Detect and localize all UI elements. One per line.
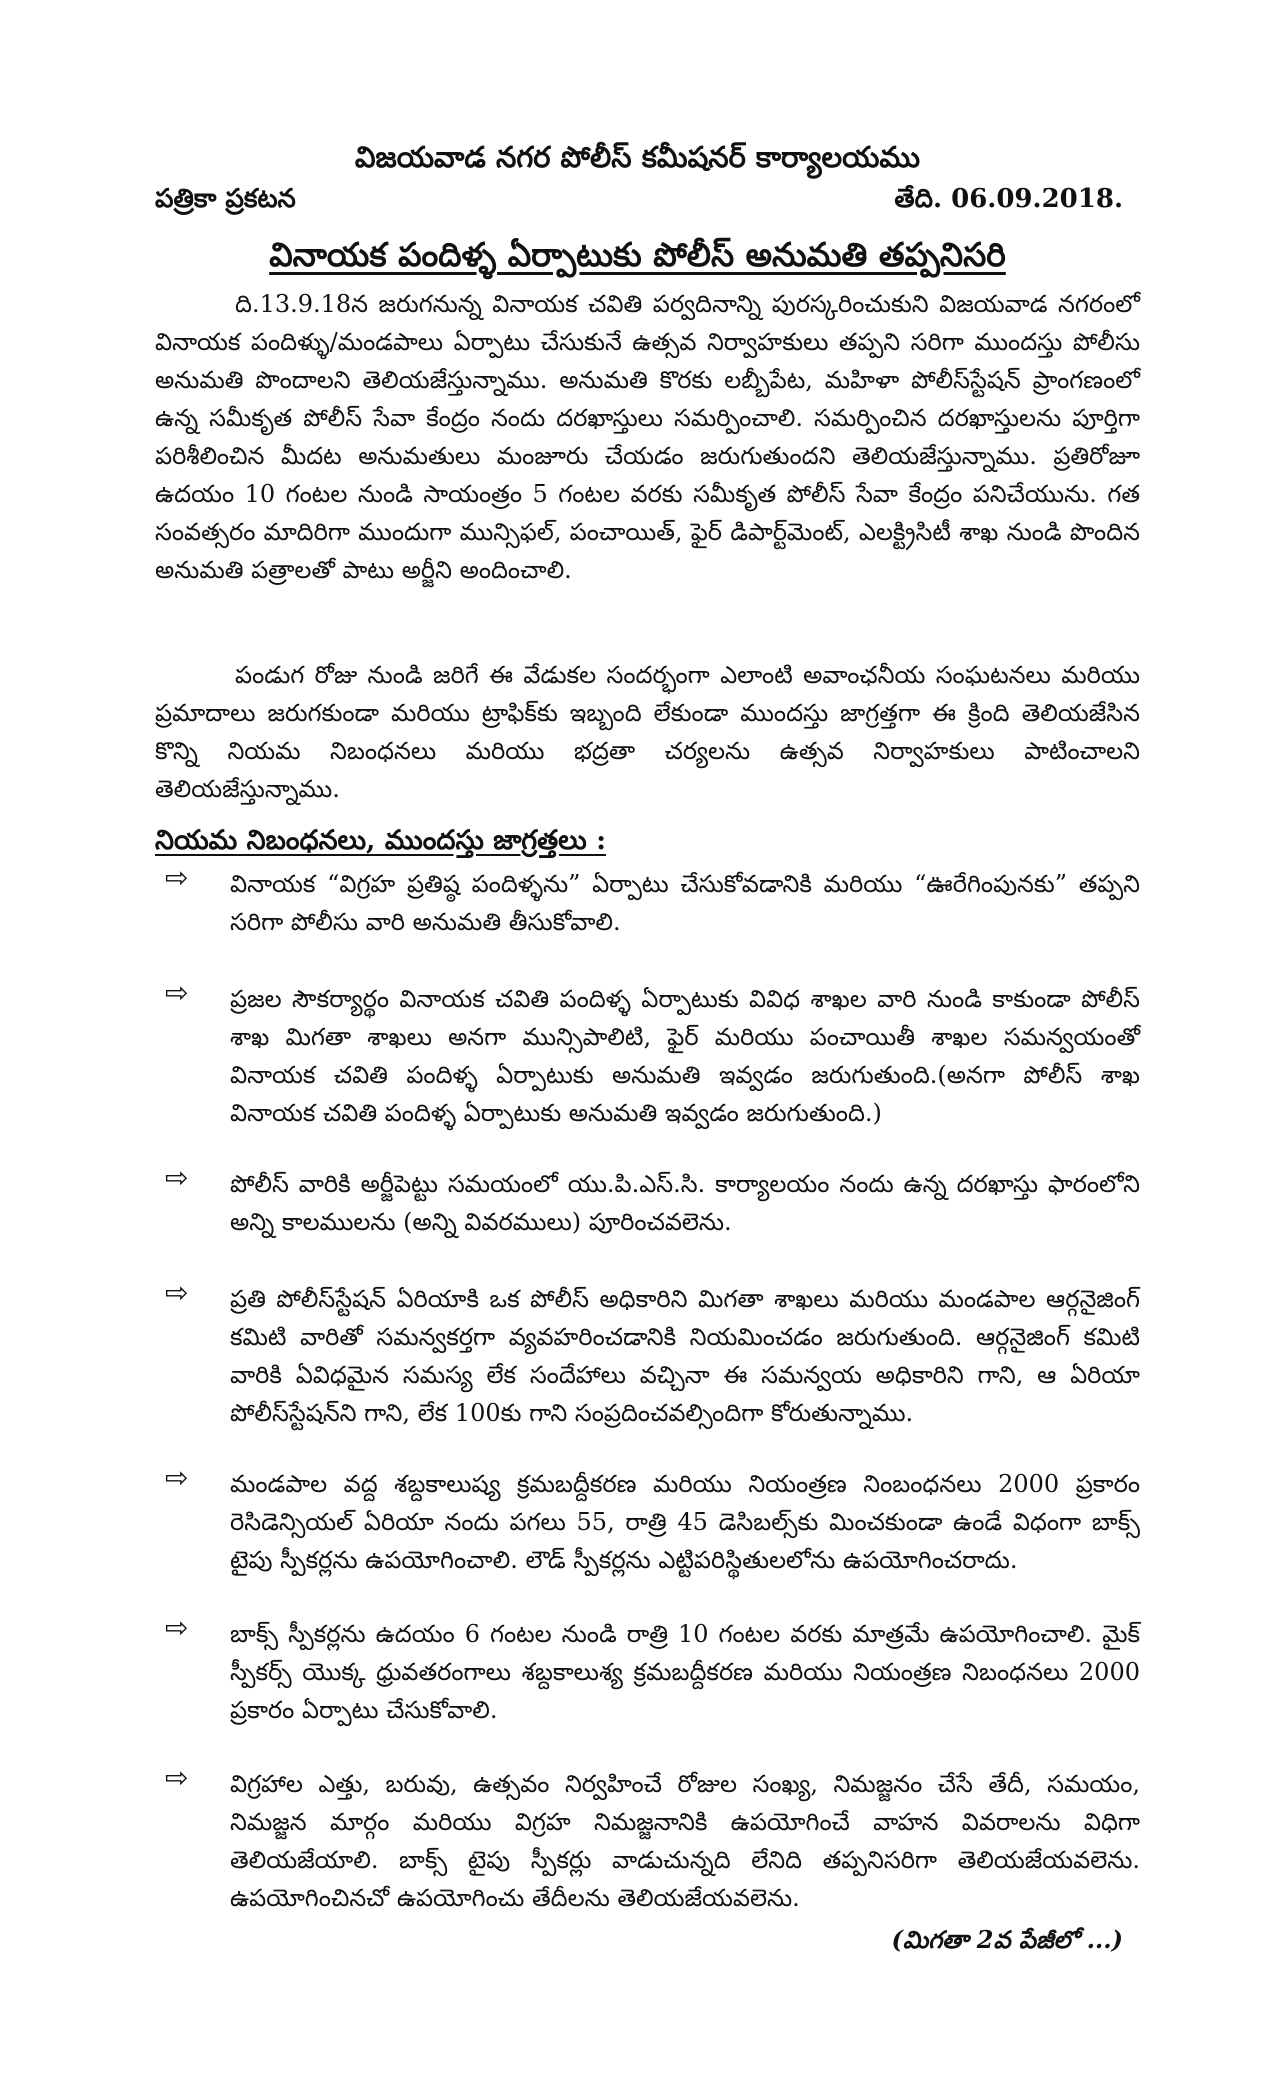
arrow-right-outline-icon: ⇨ [165, 1761, 189, 1794]
press-release-label: పత్రికా ప్రకటన [155, 184, 296, 214]
headline: వినాయక పందిళ్ళ ఏర్పాటుకు పోలీస్ అనుమతి తప్పనిసరి [269, 235, 1006, 274]
rule-item-text: ప్రజల సౌకర్యార్థం వినాయక చవితి పందిళ్ళ ఏర్పాటుకు వివిధ శాఖల వారి నుండి కాకుండా పోలీస్ శాఖ మిగతా శాఖలు అనగా మున్సిపాలిటి, ఫైర్ మరియు పంచాయితీ శాఖల సమన్వయంతో వినాయక చవితి పందిళ్ళ ఏర్పాటుకు అనుమతి ఇవ్వడం జరుగుతుంది.(అనగా పోలీస్ శాఖ వినాయక చవితి పందిళ్ళ ఏర్పాటుకు అనుమతి ఇవ్వడం జరుగుతుంది.) [230, 985, 1140, 1127]
body-paragraph-1-text: ది.13.9.18న జరుగనున్న వినాయక చవితి పర్వదినాన్ని పురస్కరించుకుని విజయవాడ నగరంలో వినాయక పందిళ్ళు/మండపాలు ఏర్పాటు చేసుకునే ఉత్సవ నిర్వాహకులు తప్పని సరిగా ముందస్తు పోలీసు అనుమతి పొందాలని తెలియజేస్తున్నాము. అనుమతి కొరకు లబ్బీపేట, మహిళా పోలీస్‌స్టేషన్ ప్రాంగణంలో ఉన్న సమీకృత పోలీస్ సేవా కేంద్రం నందు దరఖాస్తులు సమర్పించాలి. సమర్పించిన దరఖాస్తులను పూర్తిగా పరిశీలించిన మీదట అనుమతులు మంజూరు చేయడం జరుగుతుందని తెలియజేస్తున్నాము. ప్రతిరోజూ ఉదయం 10 గంటల నుండి సాయంత్రం 5 గంటల వరకు సమీకృత పోలీస్ సేవా కేంద్రం పనిచేయును. గత సంవత్సరం మాదిరిగా ముందుగా మున్సిఫల్, పంచాయిత్, ఫైర్ డిపార్ట్‌మెంట్, ఎలక్ట్రిసిటీ శాఖ నుండి పొందిన అనుమతి పత్రాలతో పాటు అర్జీని అందించాలి. [155, 290, 1140, 584]
arrow-right-outline-icon: ⇨ [165, 1161, 189, 1194]
rules-section-heading: నియమ నిబంధనలు, ముందస్తు జాగ్రత్తలు : [155, 825, 607, 856]
arrow-right-outline-icon: ⇨ [165, 1611, 189, 1644]
arrow-right-outline-icon: ⇨ [165, 1276, 189, 1309]
office-title: విజయవాడ నగర పోలీస్ కమీషనర్ కార్యాలయము [354, 140, 921, 174]
rule-item-text: పోలీస్ వారికి అర్జీపెట్టు సమయంలో యు.పి.ఎస్.సి. కార్యాలయం నందు ఉన్న దరఖాస్తు ఫారంలోని అన్ని కాలములను (అన్ని వివరములు) పూరించవలెను. [230, 1170, 1140, 1236]
body-paragraph-2-text: పండుగ రోజు నుండి జరిగే ఈ వేడుకల సందర్భంగా ఎలాంటి అవాంఛనీయ సంఘటనలు మరియు ప్రమాదాలు జరుగకుండా మరియు ట్రాఫిక్‌కు ఇబ్బంది లేకుండా ముందస్తు జాగ్రత్తగా ఈ క్రింది తెలియజేసిన కొన్ని నియమ నిబంధనలు మరియు భద్రతా చర్యలను ఉత్సవ నిర్వాహకులు పాటించాలని తెలియజేస్తున్నాము. [155, 661, 1140, 803]
rule-item-text: మండపాల వద్ద శబ్దకాలుష్య క్రమబద్దీకరణ మరియు నియంత్రణ నింబంధనలు 2000 ప్రకారం రెసిడెన్సియల్ ఏరియా నందు పగలు 55, రాత్రి 45 డెసిబల్స్‌కు మించకుండా ఉండే విధంగా బాక్స్ టైపు స్పీకర్లను ఉపయోగించాలి. లౌడ్ స్పీకర్లను ఎట్టిపరిస్థితులలోను ఉపయోగించరాదు. [230, 1470, 1140, 1574]
body-paragraph-2 [155, 656, 1140, 808]
arrow-right-outline-icon: ⇨ [165, 861, 189, 894]
continued-on-next-page-note: (మిగతా 2వ పేజీలో ...) [891, 1925, 1123, 1954]
release-date: తేది. 06.09.2018. [894, 184, 1123, 214]
rule-item-text: విగ్రహాల ఎత్తు, బరువు, ఉత్సవం నిర్వహించే రోజుల సంఖ్య, నిమజ్జనం చేసే తేదీ, సమయం, నిమజ్జన మార్గం మరియు విగ్రహ నిమజ్జనానికి ఉపయోగించే వాహన వివరాలను విధిగా తెలియజేయాలి. బాక్స్ టైపు స్పీకర్లు వాడుచున్నది లేనిది తప్పనిసరిగా తెలియజేయవలెను. ఉపయోగించినచో ఉపయోగించు తేదీలను తెలియజేయవలెను. [230, 1770, 1140, 1912]
rule-item-text: వినాయక “విగ్రహ ప్రతిష్ఠ పందిళ్ళను” ఏర్పాటు చేసుకోవడానికి మరియు “ఊరేగింపునకు” తప్పని సరిగా పోలీసు వారి అనుమతి తీసుకోవాలి. [230, 870, 1140, 936]
arrow-right-outline-icon: ⇨ [165, 1461, 189, 1494]
rule-item-text: బాక్స్ స్పీకర్లను ఉదయం 6 గంటల నుండి రాత్రి 10 గంటల వరకు మాత్రమే ఉపయోగించాలి. మైక్ స్పీకర్స్ యొక్క ధ్రువతరంగాలు శబ్దకాలుశ్య క్రమబద్దీకరణ మరియు నియంత్రణ నిబంధనలు 2000 ప్రకారం ఏర్పాటు చేసుకోవాలి. [230, 1620, 1140, 1724]
body-paragraph-1 [155, 285, 1140, 589]
arrow-right-outline-icon: ⇨ [165, 976, 189, 1009]
rule-item-text: ప్రతి పోలీస్‌స్టేషన్ ఏరియాకి ఒక పోలీస్ అధికారిని మిగతా శాఖలు మరియు మండపాల ఆర్గనైజింగ్ కమిటి వారితో సమన్వకర్తగా వ్యవహరించడానికి నియమించడం జరుగుతుంది. ఆర్గనైజింగ్ కమిటి వారికి ఏవిధమైన సమస్య లేక సందేహాలు వచ్చినా ఈ సమన్వయ అధికారిని గాని, ఆ ఏరియా పోలీస్‌స్టేషన్‌ని గాని, లేక 100కు గాని సంప్రదించవల్సిందిగా కోరుతున్నాము. [230, 1285, 1140, 1427]
